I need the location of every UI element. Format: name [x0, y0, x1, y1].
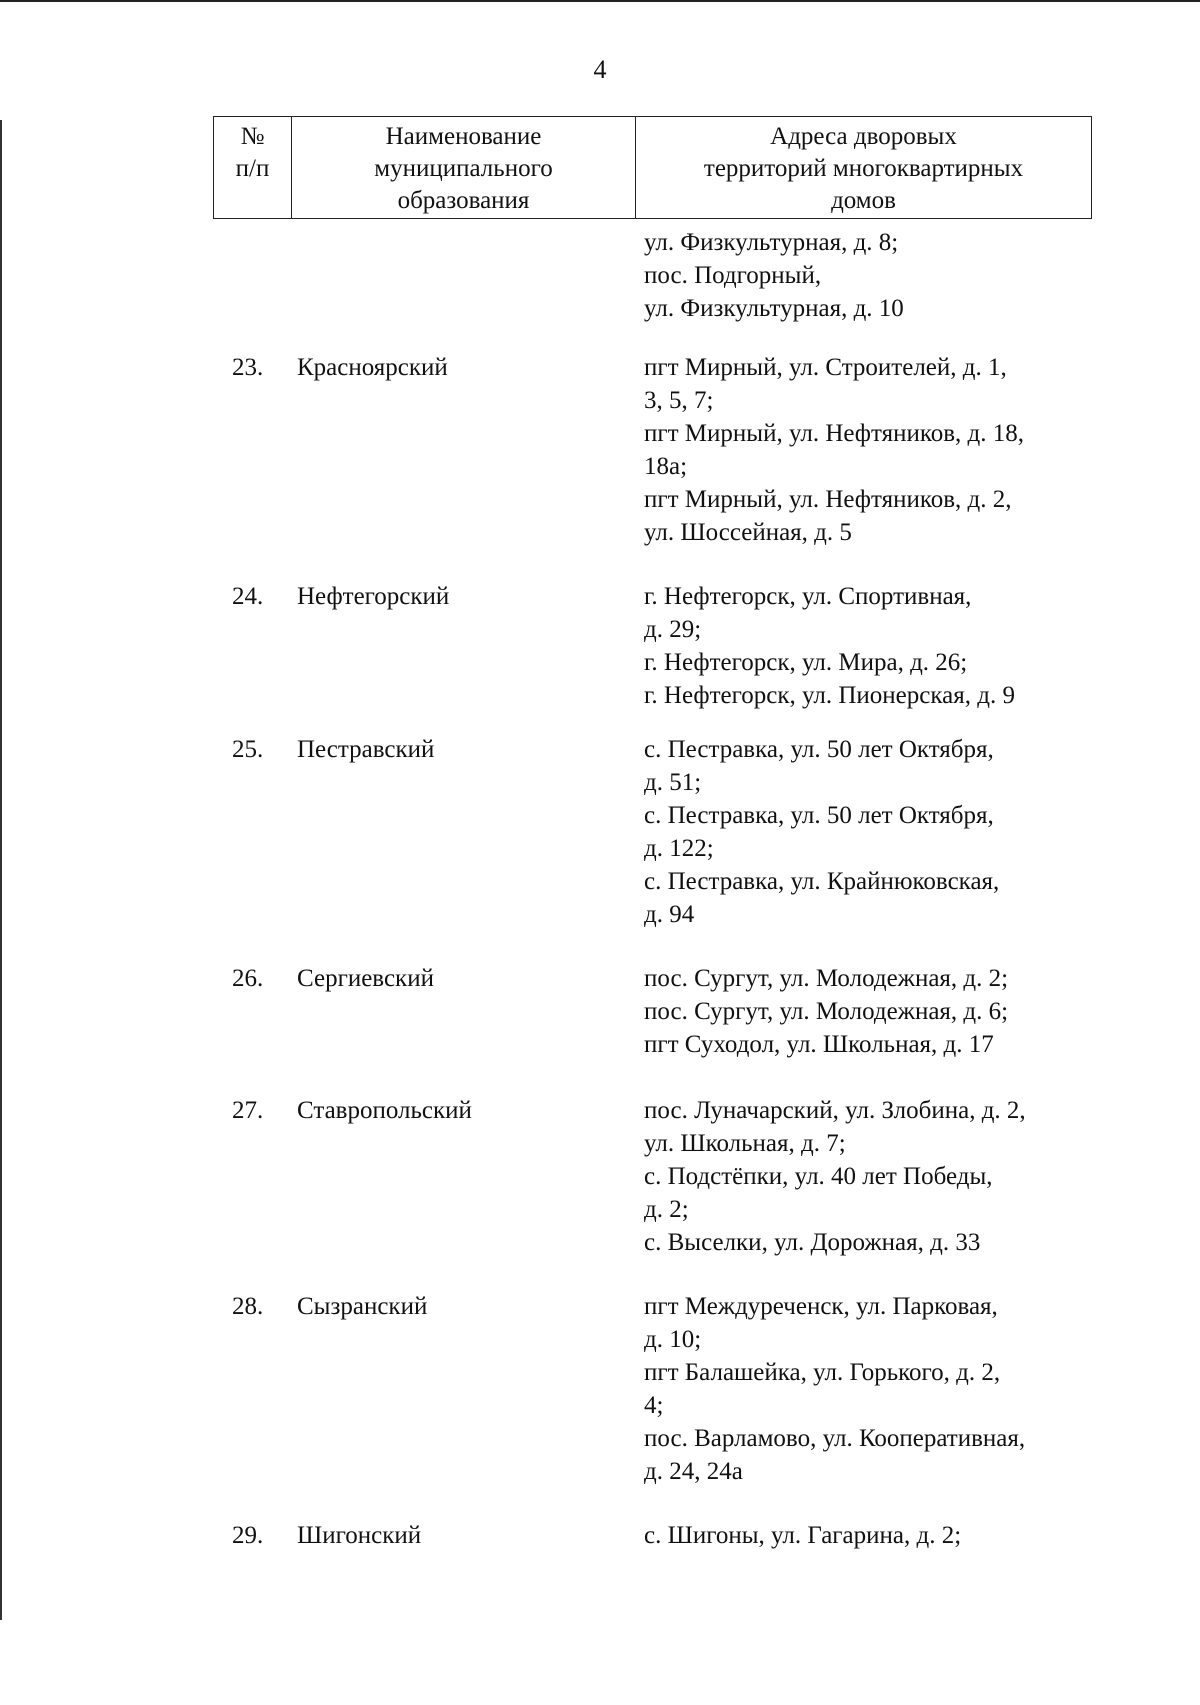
header-col-municipality-line: муниципального	[374, 155, 553, 182]
header-col-municipality-line: образования	[397, 187, 530, 214]
address-line: д. 122;	[644, 835, 714, 862]
address-line: с. Пестравка, ул. 50 лет Октября,	[644, 736, 994, 763]
address-line: пос. Сургут, ул. Молодежная, д. 2;	[644, 965, 1009, 992]
row-municipality: Пестравский	[297, 736, 435, 763]
address-line: пос. Варламово, ул. Кооперативная,	[644, 1425, 1026, 1452]
row-number: 23.	[232, 354, 264, 381]
address-line: с. Пестравка, ул. Крайнюковская,	[644, 868, 1000, 895]
row-addresses	[644, 1519, 1094, 1552]
address-line: 18а;	[644, 453, 688, 480]
row-addresses	[644, 226, 1094, 325]
address-line: 4;	[644, 1392, 664, 1419]
header-col-addresses-line: домов	[831, 187, 896, 214]
row-addresses	[644, 962, 1094, 1061]
address-line: пгт Мирный, ул. Строителей, д. 1,	[644, 354, 1007, 381]
page-number: 4	[593, 55, 607, 84]
row-municipality: Шигонский	[297, 1522, 422, 1549]
address-line: с. Шигоны, ул. Гагарина, д. 2;	[644, 1522, 962, 1549]
row-addresses	[644, 351, 1094, 549]
address-line: д. 2;	[644, 1196, 689, 1223]
header-col-number-line: №	[240, 123, 265, 150]
address-line: г. Нефтегорск, ул. Мира, д. 26;	[644, 649, 968, 676]
row-addresses	[644, 580, 1094, 712]
row-number: 27.	[232, 1097, 264, 1124]
address-line: д. 10;	[644, 1326, 702, 1353]
row-number: 26.	[232, 965, 264, 992]
address-line: пос. Сургут, ул. Молодежная, д. 6;	[644, 998, 1009, 1025]
address-line: пос. Луначарский, ул. Злобина, д. 2,	[644, 1097, 1026, 1124]
row-number: 25.	[232, 736, 264, 763]
address-line: д. 94	[644, 901, 695, 928]
row-addresses	[644, 1094, 1094, 1259]
row-addresses	[644, 1290, 1094, 1488]
address-line: г. Нефтегорск, ул. Спортивная,	[644, 583, 972, 610]
row-municipality: Нефтегорский	[297, 583, 450, 610]
row-municipality: Красноярский	[297, 354, 448, 381]
address-line: пгт Мирный, ул. Нефтяников, д. 2,	[644, 486, 1012, 513]
address-line: д. 29;	[644, 616, 702, 643]
address-line: с. Подстёпки, ул. 40 лет Победы,	[644, 1163, 993, 1190]
row-number: 28.	[232, 1293, 264, 1320]
address-line: г. Нефтегорск, ул. Пионерская, д. 9	[644, 682, 1015, 709]
address-line: д. 51;	[644, 769, 702, 796]
header-col-municipality-line: Наименование	[385, 123, 542, 150]
header-col-addresses-line: территорий многоквартирных	[703, 155, 1024, 182]
address-line: ул. Школьная, д. 7;	[644, 1130, 846, 1157]
row-number: 29.	[232, 1522, 264, 1549]
address-line: 3, 5, 7;	[644, 387, 714, 414]
row-municipality: Сергиевский	[297, 965, 434, 992]
row-municipality: Ставропольский	[297, 1097, 472, 1124]
row-number: 24.	[232, 583, 264, 610]
address-line: пгт Междуреченск, ул. Парковая,	[644, 1293, 998, 1320]
address-line: ул. Физкультурная, д. 10	[644, 295, 904, 322]
address-line: пос. Подгорный,	[644, 262, 822, 289]
header-col-number-line: п/п	[235, 155, 270, 182]
header-col-addresses-line: Адреса дворовых	[770, 123, 957, 150]
address-line: с. Выселки, ул. Дорожная, д. 33	[644, 1229, 981, 1256]
address-line: пгт Суходол, ул. Школьная, д. 17	[644, 1031, 994, 1058]
address-line: пгт Балашейка, ул. Горького, д. 2,	[644, 1359, 1001, 1386]
address-line: ул. Физкультурная, д. 8;	[644, 229, 899, 256]
row-addresses	[644, 733, 1094, 931]
address-line: ул. Шоссейная, д. 5	[644, 519, 852, 546]
address-line: д. 24, 24а	[644, 1458, 743, 1485]
row-municipality: Сызранский	[297, 1293, 428, 1320]
address-line: с. Пестравка, ул. 50 лет Октября,	[644, 802, 994, 829]
address-line: пгт Мирный, ул. Нефтяников, д. 18,	[644, 420, 1025, 447]
